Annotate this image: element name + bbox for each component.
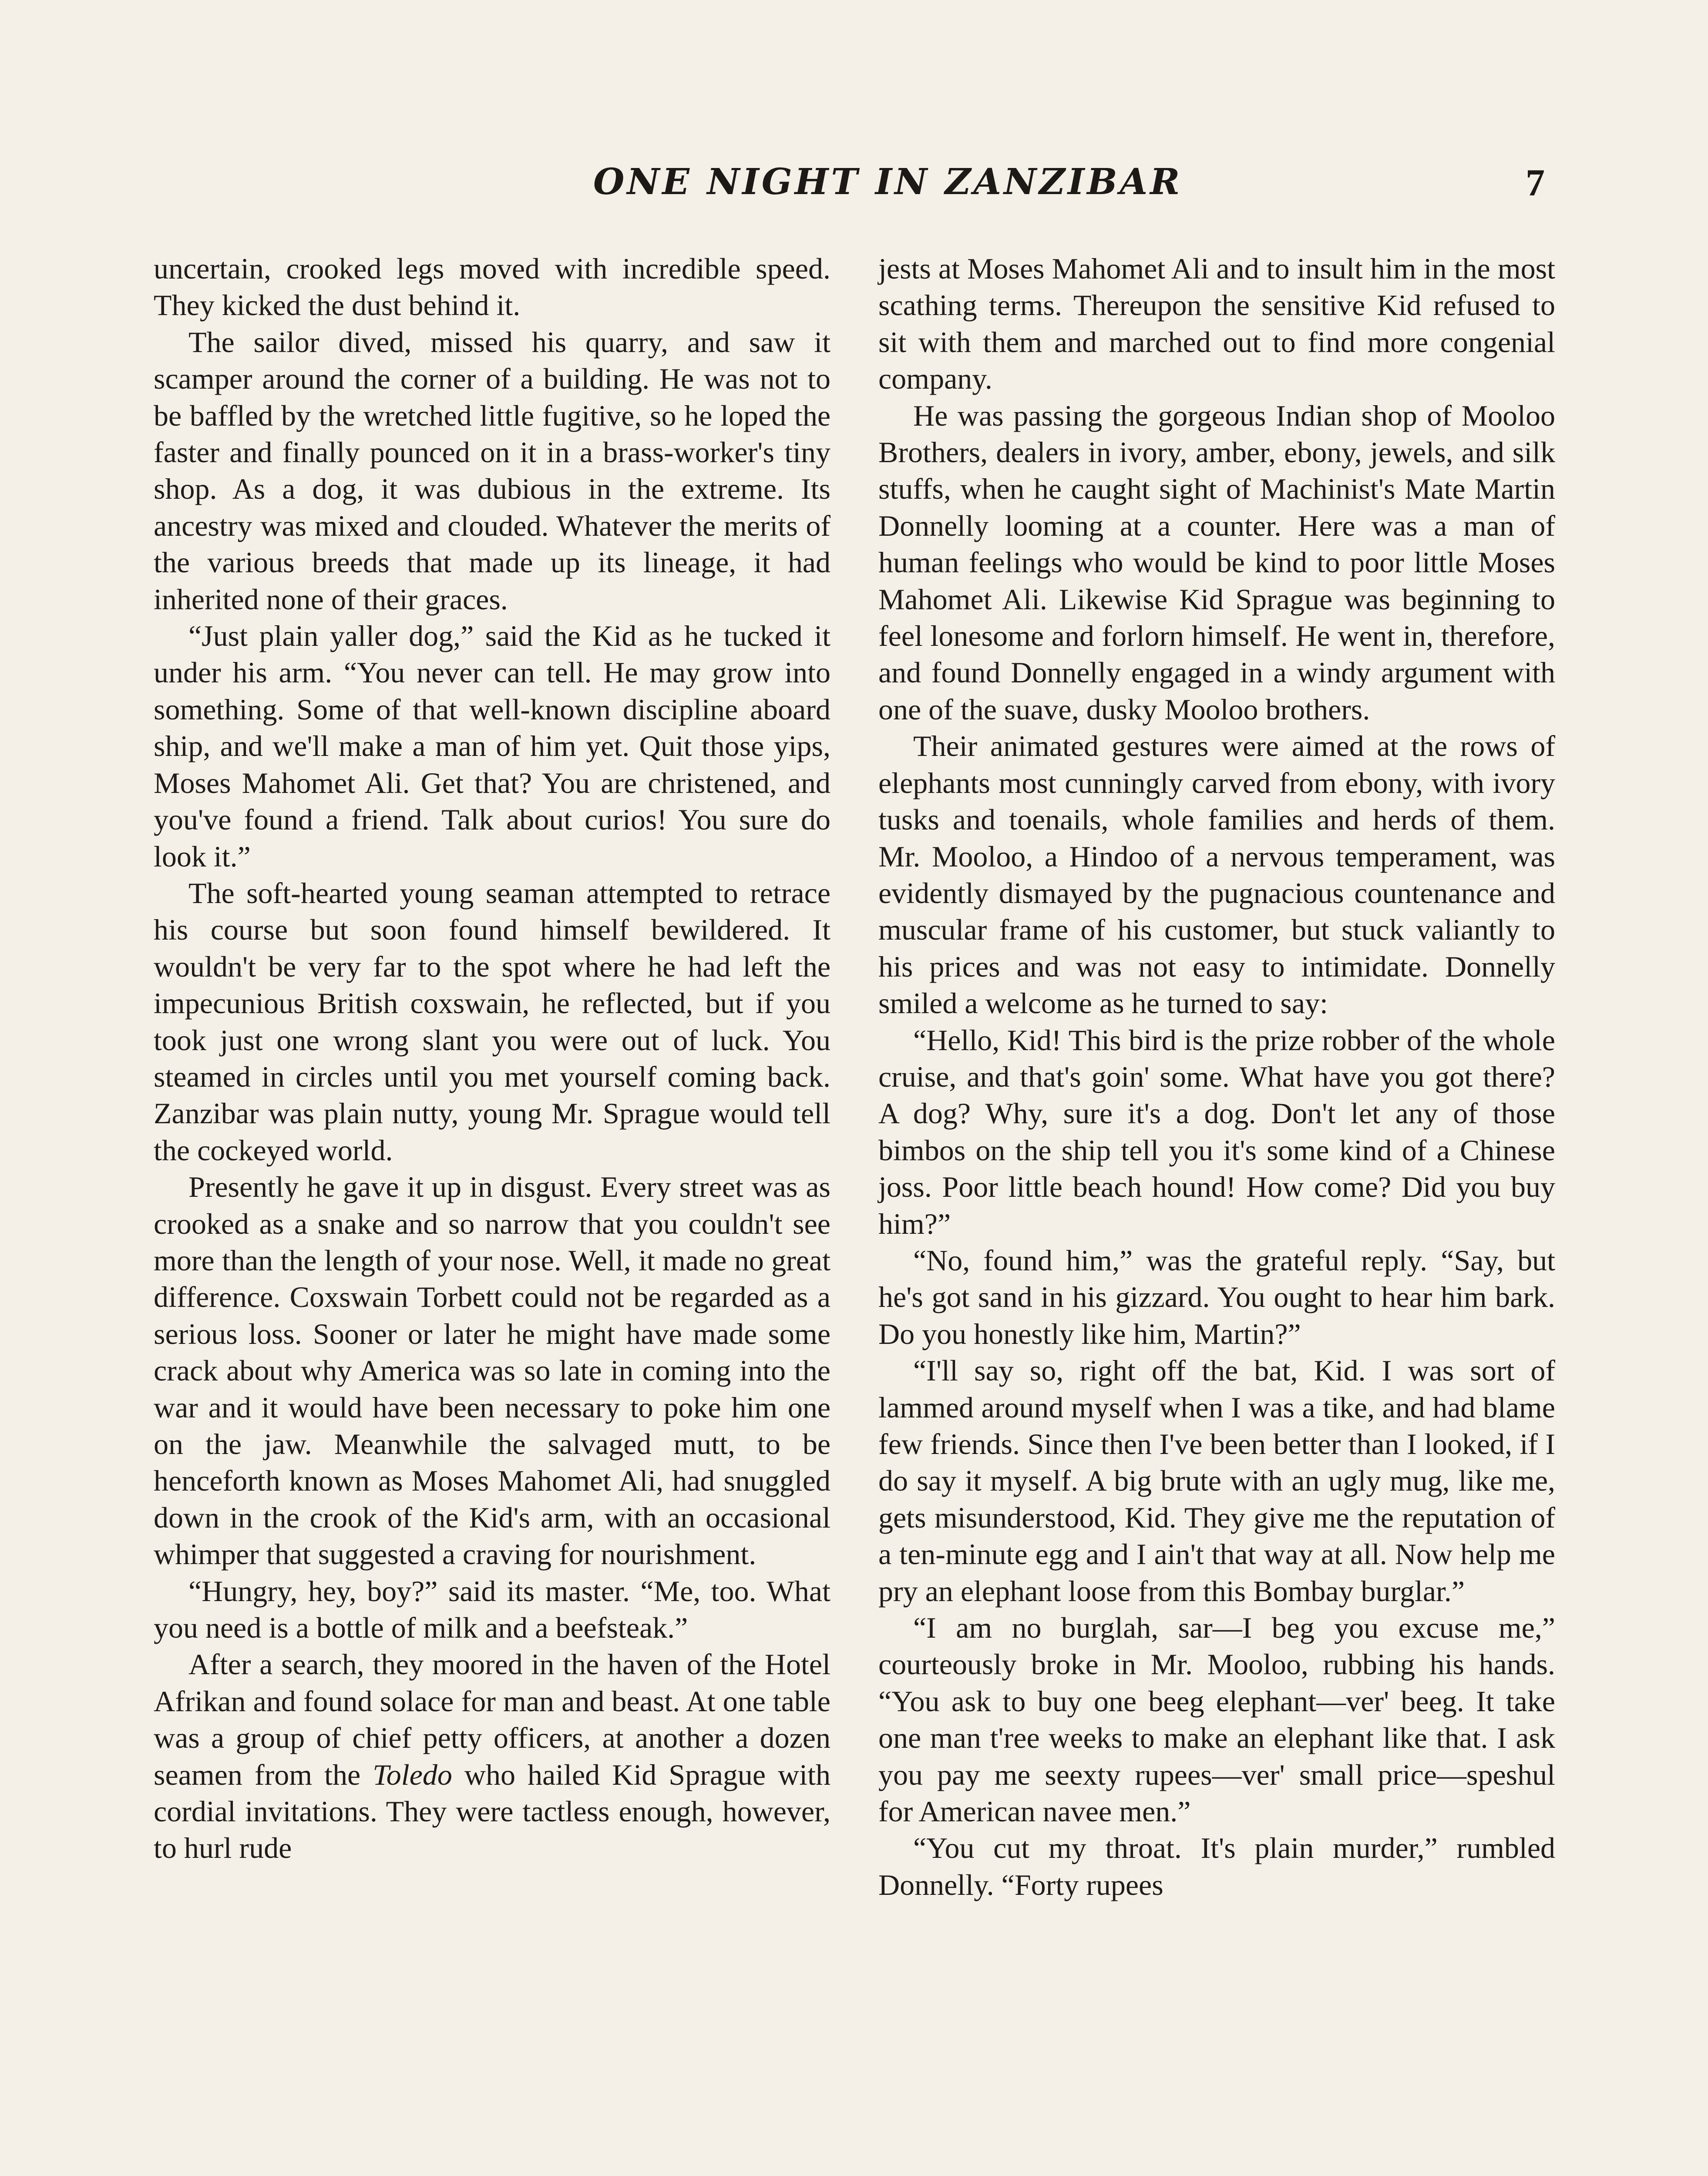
paragraph-text: After a search, they moored in the haven of the Hotel Afrikan and found solace for man and beast. At one table was a group of chief petty officers, at another a dozen seamen from the bbox=[154, 1648, 830, 1791]
paragraph: “Hungry, hey, boy?” said its master. “Me, too. What you need is a bottle of milk and a beefsteak.” bbox=[154, 1574, 830, 1645]
paragraph: uncertain, crooked legs moved with incredible speed. They kicked the dust behind it. bbox=[154, 252, 830, 322]
paragraph: Their animated gestures were aimed at the rows of elephants most cunningly carved from ebony, with ivory tusks and toenails, whole families and herds of them. Mr. Mooloo, a Hindoo of a nervous temperament, was evidently dismayed by the pugnacious countenance and muscular frame of his customer, but stuck valiantly to his prices and was not easy to intimidate. Donnelly smiled a welcome as he turned to say: bbox=[878, 729, 1555, 1020]
left-column bbox=[154, 250, 830, 1867]
paragraph: “You cut my throat. It's plain murder,” rumbled Donnelly. “Forty rupees bbox=[878, 1831, 1555, 1901]
paragraph: jests at Moses Mahomet Ali and to insult him in the most scathing terms. Thereupon the sensitive Kid refused to sit with them and marched out to find more congenial company. bbox=[878, 252, 1555, 396]
page-number: 7 bbox=[1526, 162, 1545, 204]
paragraph: He was passing the gorgeous Indian shop of Mooloo Brothers, dealers in ivory, amber, ebony, jewels, and silk stuffs, when he caught sight of Machinist's Mate Martin Donnelly looming at a counter. Here was a man of human feelings who would be kind to poor little Moses Mahomet Ali. Likewise Kid Sprague was beginning to feel lonesome and forlorn himself. He went in, therefore, and found Donnelly engaged in a windy argument with one of the suave, dusky Mooloo brothers. bbox=[878, 399, 1555, 726]
page-header bbox=[0, 161, 1708, 209]
paragraph: “I'll say so, right off the bat, Kid. I was sort of lammed around myself when I was a tike, and had blame few friends. Since then I've been better than I looked, if I do say it myself. A big brute with an ugly mug, like me, gets misunderstood, Kid. They give me the reputation of a ten-minute egg and I ain't that way at all. Now help me pry an elephant loose from this Bombay burglar.” bbox=[878, 1354, 1555, 1608]
paragraph: “No, found him,” was the grateful reply. “Say, but he's got sand in his gizzard. You ought to hear him bark. Do you honestly like him, Martin?” bbox=[878, 1243, 1555, 1350]
paragraph: Presently he gave it up in disgust. Every street was as crooked as a snake and so narrow that you couldn't see more than the length of your nose. Well, it made no great difference. Coxswain Torbett could not be regarded as a serious loss. Sooner or later he might have made some crack about why America was so late in coming into the war and it would have been necessary to poke him one on the jaw. Meanwhile the salvaged mutt, to be henceforth known as Moses Mahomet Ali, had snuggled down in the crook of the Kid's arm, with an occasional whimper that suggested a craving for nourishment. bbox=[154, 1170, 830, 1571]
paragraph: “Hello, Kid! This bird is the prize robber of the whole cruise, and that's goin' some. What have you got there? A dog? Why, sure it's a dog. Don't let any of those bimbos on the ship tell you it's some kind of a Chinese joss. Poor little beach hound! How come? Did you buy him?” bbox=[878, 1023, 1555, 1240]
paragraph-text: who hailed Kid Sprague with cordial invitations. They were tactless enough, however, to hurl rude bbox=[154, 1758, 830, 1865]
right-column bbox=[878, 250, 1555, 1903]
paragraph: The soft-hearted young seaman attempted to retrace his course but soon found himself bewildered. It wouldn't be very far to the spot where he had left the impecunious British coxswain, he reflected, but if you took just one wrong slant you were out of luck. You steamed in circles until you met yourself coming back. Zanzibar was plain nutty, young Mr. Sprague would tell the cockeyed world. bbox=[154, 876, 830, 1167]
running-title: ONE NIGHT IN ZANZIBAR bbox=[593, 161, 1183, 203]
paragraph: “I am no burglah, sar—I beg you excuse me,” courteously broke in Mr. Mooloo, rubbing his hands. “You ask to buy one beeg elephant—ver' beeg. It take one man t'ree weeks to make an elephant like that. I ask you pay me seexty rupees—ver' small price—speshul for American navee men.” bbox=[878, 1611, 1555, 1828]
paragraph: “Just plain yaller dog,” said the Kid as he tucked it under his arm. “You never can tell. He may grow into something. Some of that well-known discipline aboard ship, and we'll make a man of him yet. Quit those yips, Moses Mahomet Ali. Get that? You are christened, and you've found a friend. Talk about curios! You sure do look it.” bbox=[154, 619, 830, 873]
ship-name: Toledo bbox=[373, 1758, 452, 1791]
paragraph: The sailor dived, missed his quarry, and saw it scamper around the corner of a building. He was not to be baffled by the wretched little fugitive, so he loped the faster and finally pounced on it in a brass-worker's tiny shop. As a dog, it was dubious in the extreme. Its ancestry was mixed and clouded. Whatever the merits of the various breeds that made up its lineage, it had inherited none of their graces. bbox=[154, 325, 830, 616]
paragraph bbox=[154, 1646, 830, 1866]
